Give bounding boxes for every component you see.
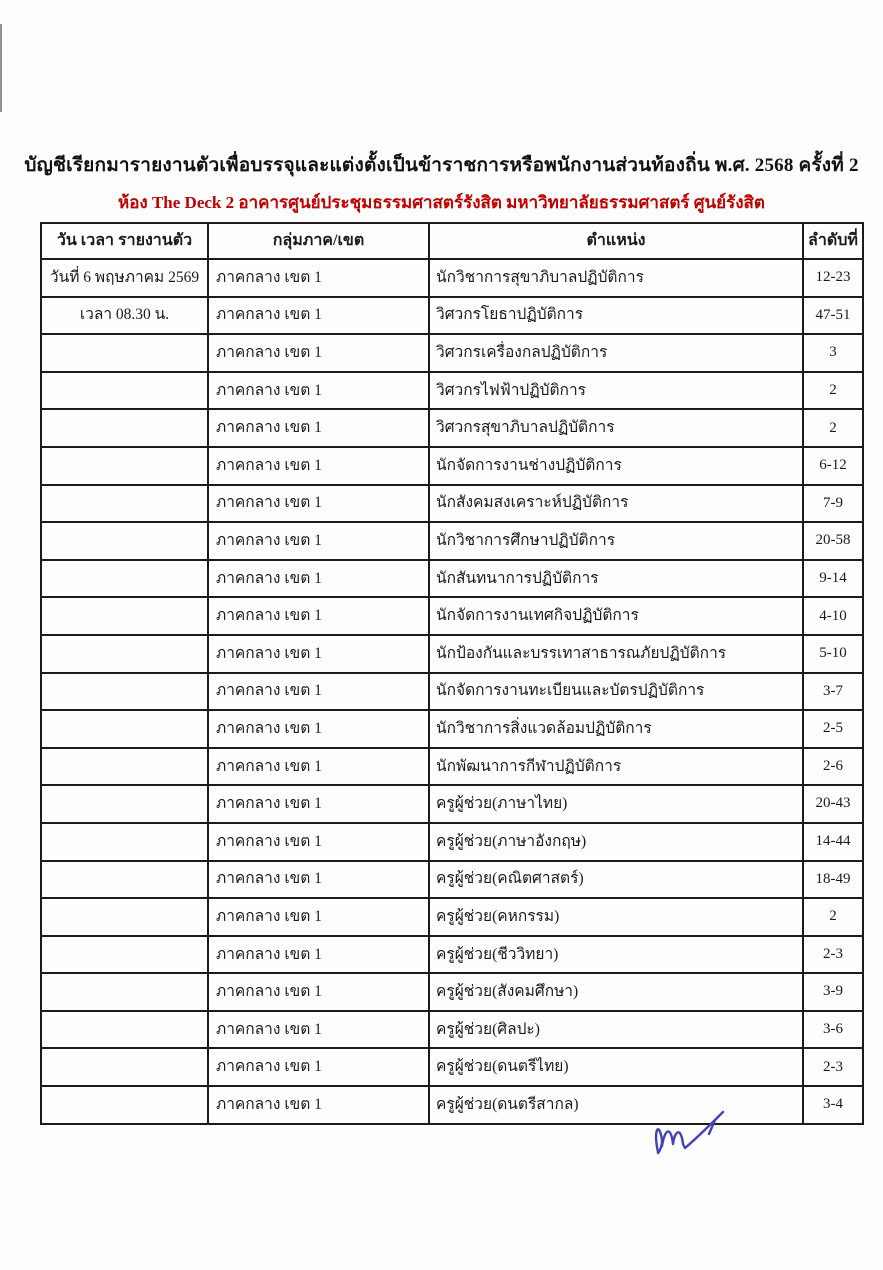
- table-row: [41, 936, 863, 974]
- cell-position: นักวิชาการสุขาภิบาลปฏิบัติการ: [429, 259, 803, 297]
- cell-position: วิศวกรสุขาภิบาลปฏิบัติการ: [429, 409, 803, 447]
- signature-stroke-1: [656, 1129, 662, 1153]
- cell-datetime: [41, 597, 208, 635]
- cell-order: 5-10: [803, 635, 863, 673]
- cell-position: นักวิชาการสิ่งแวดล้อมปฏิบัติการ: [429, 710, 803, 748]
- cell-position: นักจัดการงานทะเบียนและบัตรปฏิบัติการ: [429, 673, 803, 711]
- cell-position: วิศวกรเครื่องกลปฏิบัติการ: [429, 334, 803, 372]
- cell-position: วิศวกรโยธาปฏิบัติการ: [429, 297, 803, 335]
- cell-position: ครูผู้ช่วย(ชีววิทยา): [429, 936, 803, 974]
- header-position: ตำแหน่ง: [429, 223, 803, 259]
- cell-position: ครูผู้ช่วย(ภาษาอังกฤษ): [429, 823, 803, 861]
- cell-region: ภาคกลาง เขต 1: [208, 447, 429, 485]
- cell-order: 2: [803, 409, 863, 447]
- cell-region: ภาคกลาง เขต 1: [208, 635, 429, 673]
- table-row: [41, 823, 863, 861]
- cell-position: ครูผู้ช่วย(คณิตศาสตร์): [429, 861, 803, 899]
- cell-order: 2-3: [803, 1048, 863, 1086]
- cell-order: 6-12: [803, 447, 863, 485]
- table-row: [41, 861, 863, 899]
- cell-region: ภาคกลาง เขต 1: [208, 334, 429, 372]
- cell-order: 7-9: [803, 485, 863, 523]
- cell-region: ภาคกลาง เขต 1: [208, 748, 429, 786]
- header-datetime: วัน เวลา รายงานตัว: [41, 223, 208, 259]
- table-row: [41, 973, 863, 1011]
- cell-order: 2: [803, 898, 863, 936]
- cell-position: ครูผู้ช่วย(ดนตรีสากล): [429, 1086, 803, 1124]
- table-row: [41, 372, 863, 410]
- cell-datetime: [41, 823, 208, 861]
- cell-datetime: [41, 1011, 208, 1049]
- document-title: บัญชีเรียกมารายงานตัวเพื่อบรรจุและแต่งตั้งเป็นข้าราชการหรือพนักงานส่วนท้องถิ่น พ.ศ. 2568 ครั้งที่ 2: [24, 155, 859, 176]
- cell-order: 3-4: [803, 1086, 863, 1124]
- scan-edge-artifact: [0, 24, 2, 112]
- cell-order: 2-5: [803, 710, 863, 748]
- table-row: [41, 597, 863, 635]
- cell-datetime: [41, 748, 208, 786]
- cell-order: 18-49: [803, 861, 863, 899]
- table-header: [41, 223, 863, 259]
- cell-position: ครูผู้ช่วย(สังคมศึกษา): [429, 973, 803, 1011]
- document-subtitle-venue: ห้อง The Deck 2 อาคารศูนย์ประชุมธรรมศาสตร์รังสิต มหาวิทยาลัยธรรมศาสตร์ ศูนย์รังสิต: [118, 193, 765, 212]
- cell-order: 2: [803, 372, 863, 410]
- table-row: [41, 297, 863, 335]
- cell-region: ภาคกลาง เขต 1: [208, 823, 429, 861]
- table-row: [41, 1086, 863, 1124]
- cell-region: ภาคกลาง เขต 1: [208, 710, 429, 748]
- cell-position: นักสังคมสงเคราะห์ปฏิบัติการ: [429, 485, 803, 523]
- cell-order: 20-43: [803, 785, 863, 823]
- cell-datetime: [41, 485, 208, 523]
- cell-order: 3-9: [803, 973, 863, 1011]
- table-row: [41, 259, 863, 297]
- cell-datetime: [41, 861, 208, 899]
- table-row: [41, 1048, 863, 1086]
- cell-region: ภาคกลาง เขต 1: [208, 898, 429, 936]
- table-row: [41, 560, 863, 598]
- cell-region: ภาคกลาง เขต 1: [208, 485, 429, 523]
- cell-region: ภาคกลาง เขต 1: [208, 673, 429, 711]
- cell-position: ครูผู้ช่วย(ดนตรีไทย): [429, 1048, 803, 1086]
- table-row: [41, 334, 863, 372]
- cell-position: นักจัดการงานช่างปฏิบัติการ: [429, 447, 803, 485]
- table-header-row: [41, 223, 863, 259]
- table-row: [41, 409, 863, 447]
- cell-datetime: [41, 673, 208, 711]
- cell-datetime: [41, 372, 208, 410]
- cell-region: ภาคกลาง เขต 1: [208, 973, 429, 1011]
- cell-region: ภาคกลาง เขต 1: [208, 1011, 429, 1049]
- cell-datetime: [41, 973, 208, 1011]
- cell-datetime: [41, 560, 208, 598]
- cell-datetime: วันที่ 6 พฤษภาคม 2569: [41, 259, 208, 297]
- table-row: [41, 898, 863, 936]
- cell-order: 9-14: [803, 560, 863, 598]
- cell-position: นักพัฒนาการกีฬาปฏิบัติการ: [429, 748, 803, 786]
- cell-order: 2-3: [803, 936, 863, 974]
- cell-region: ภาคกลาง เขต 1: [208, 1048, 429, 1086]
- reporting-schedule-table: [40, 222, 864, 1125]
- cell-region: ภาคกลาง เขต 1: [208, 409, 429, 447]
- cell-datetime: เวลา 08.30 น.: [41, 297, 208, 335]
- cell-datetime: [41, 898, 208, 936]
- cell-position: วิศวกรไฟฟ้าปฏิบัติการ: [429, 372, 803, 410]
- cell-datetime: [41, 635, 208, 673]
- cell-order: 12-23: [803, 259, 863, 297]
- cell-region: ภาคกลาง เขต 1: [208, 560, 429, 598]
- cell-position: ครูผู้ช่วย(ศิลปะ): [429, 1011, 803, 1049]
- cell-order: 3-7: [803, 673, 863, 711]
- cell-region: ภาคกลาง เขต 1: [208, 259, 429, 297]
- cell-position: นักวิชาการศึกษาปฏิบัติการ: [429, 522, 803, 560]
- cell-datetime: [41, 522, 208, 560]
- cell-region: ภาคกลาง เขต 1: [208, 597, 429, 635]
- table-row: [41, 447, 863, 485]
- cell-region: ภาคกลาง เขต 1: [208, 522, 429, 560]
- table-row: [41, 522, 863, 560]
- cell-region: ภาคกลาง เขต 1: [208, 297, 429, 335]
- cell-region: ภาคกลาง เขต 1: [208, 936, 429, 974]
- header-region: กลุ่มภาค/เขต: [208, 223, 429, 259]
- cell-datetime: [41, 710, 208, 748]
- table-row: [41, 785, 863, 823]
- header-order: ลำดับที่: [803, 223, 863, 259]
- cell-datetime: [41, 409, 208, 447]
- cell-region: ภาคกลาง เขต 1: [208, 372, 429, 410]
- cell-datetime: [41, 936, 208, 974]
- table-body: [41, 259, 863, 1124]
- cell-order: 2-6: [803, 748, 863, 786]
- cell-position: นักป้องกันและบรรเทาสาธารณภัยปฏิบัติการ: [429, 635, 803, 673]
- table-row: [41, 485, 863, 523]
- cell-order: 20-58: [803, 522, 863, 560]
- cell-position: ครูผู้ช่วย(ภาษาไทย): [429, 785, 803, 823]
- table-row: [41, 748, 863, 786]
- cell-datetime: [41, 785, 208, 823]
- cell-datetime: [41, 1086, 208, 1124]
- cell-region: ภาคกลาง เขต 1: [208, 861, 429, 899]
- table-row: [41, 635, 863, 673]
- cell-region: ภาคกลาง เขต 1: [208, 785, 429, 823]
- cell-order: 3: [803, 334, 863, 372]
- table-row: [41, 1011, 863, 1049]
- cell-order: 47-51: [803, 297, 863, 335]
- cell-position: ครูผู้ช่วย(คหกรรม): [429, 898, 803, 936]
- cell-datetime: [41, 447, 208, 485]
- table-row: [41, 710, 863, 748]
- cell-position: นักจัดการงานเทศกิจปฏิบัติการ: [429, 597, 803, 635]
- cell-datetime: [41, 1048, 208, 1086]
- cell-region: ภาคกลาง เขต 1: [208, 1086, 429, 1124]
- cell-position: นักสันทนาการปฏิบัติการ: [429, 560, 803, 598]
- cell-order: 14-44: [803, 823, 863, 861]
- table-row: [41, 673, 863, 711]
- cell-order: 3-6: [803, 1011, 863, 1049]
- cell-datetime: [41, 334, 208, 372]
- cell-order: 4-10: [803, 597, 863, 635]
